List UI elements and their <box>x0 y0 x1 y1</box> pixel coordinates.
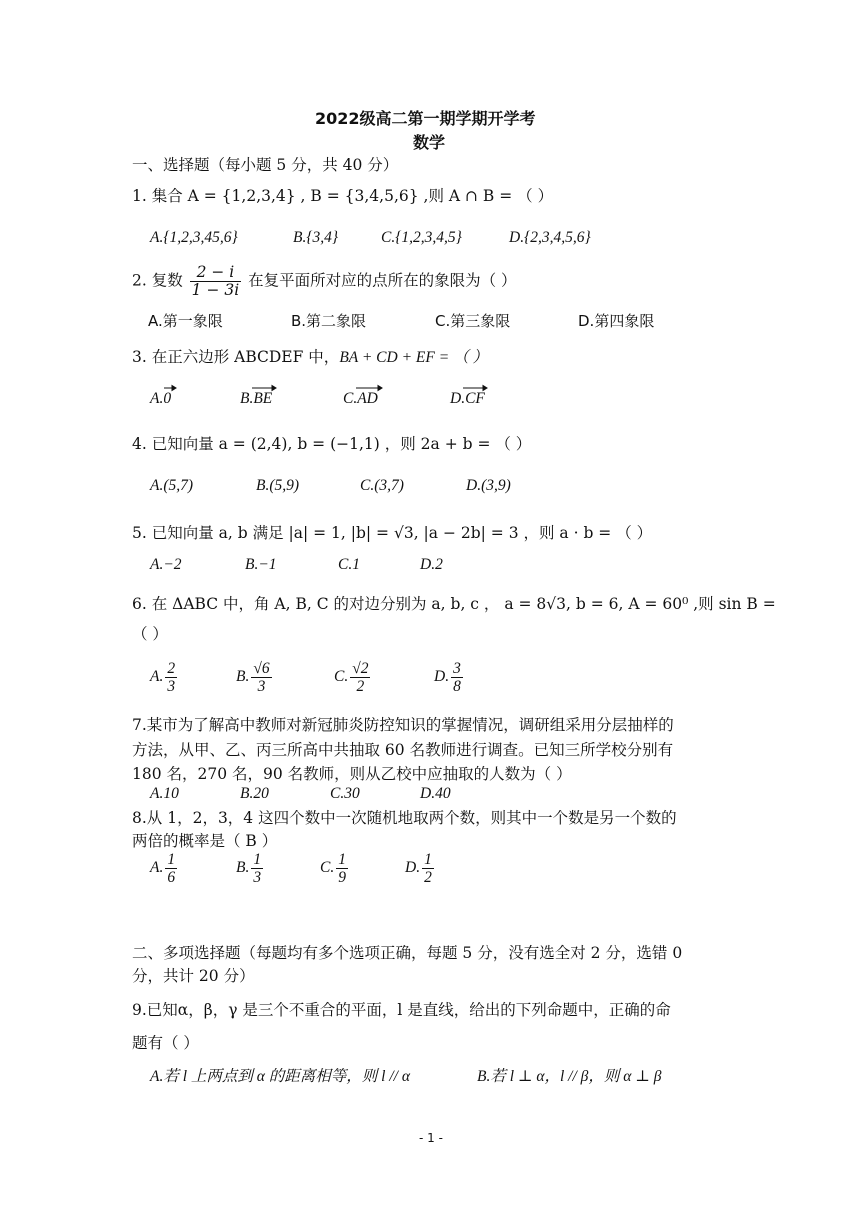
q3-option-d: D.CF <box>450 390 485 407</box>
q4-option-c: C.(3,7) <box>360 477 404 494</box>
q6-option-c <box>334 660 372 695</box>
question-7-line-1: 7.某市为了解高中教师对新冠肺炎防控知识的掌握情况，调研组采用分层抽样的 <box>132 716 674 734</box>
q6-option-b-letter: B. <box>236 668 250 686</box>
q1-option-d: D.{2,3,4,5,6} <box>509 229 591 246</box>
q1-option-b: B.{3,4} <box>293 229 339 246</box>
section-heading-multi-choice-line-2: 分，共计 20 分） <box>132 967 255 985</box>
q2-prefix: 2. 复数 <box>132 271 183 290</box>
question-3 <box>132 345 488 367</box>
question-8-line-2: 两倍的概率是（ B ） <box>132 832 278 850</box>
q1-option-c: C.{1,2,3,4,5} <box>381 229 462 246</box>
q7-option-d: D.40 <box>420 785 451 802</box>
q6-option-d-denominator: 8 <box>453 678 461 696</box>
page-number: - 1 - <box>419 1131 443 1145</box>
q2-suffix: 在复平面所对应的点所在的象限为（ ） <box>248 271 517 290</box>
q6-option-b-numerator: √6 <box>253 660 270 677</box>
question-6: 6. 在 ΔABC 中，角 A, B, C 的对边分别为 a, b, c ， a = 8√3, b = 6, A = 60⁰ ,则 sin B = <box>132 595 776 613</box>
q6-option-b-denominator: 3 <box>257 678 266 696</box>
q8-option-c <box>320 851 350 886</box>
q8-option-b-denominator: 3 <box>253 869 262 887</box>
q3-option-a: A.0 <box>150 390 172 407</box>
exam-title: 2022级高二第一期学期开学考 <box>315 109 536 128</box>
q6-option-a <box>150 660 179 695</box>
question-8-line-1: 8.从 1，2，3，4 这四个数中一次随机地取两个数，则其中一个数是另一个数的 <box>132 809 677 827</box>
q8-option-b-letter: B. <box>236 859 250 877</box>
q8-option-d <box>405 851 436 886</box>
q7-option-a: A.10 <box>150 785 179 802</box>
question-2 <box>132 264 517 299</box>
q9-option-b: B.若 l ⊥ α，l // β，则 α ⊥ β <box>477 1068 662 1085</box>
q6-option-d <box>434 660 465 695</box>
q6-option-a-denominator: 3 <box>167 678 176 696</box>
q5-option-c: C.1 <box>338 556 360 573</box>
q2-fraction-numerator: 2 − i <box>190 264 242 282</box>
question-7-line-2: 方法，从甲、乙、丙三所高中共抽取 60 名教师进行调查。已知三所学校分别有 <box>132 741 674 759</box>
q5-option-b: B.−1 <box>245 556 277 573</box>
question-7-line-3: 180 名，270 名，90 名教师，则从乙校中应抽取的人数为（ ） <box>132 765 572 783</box>
q2-option-b: B.第二象限 <box>291 312 367 330</box>
q2-option-c: C.第三象限 <box>435 312 511 330</box>
subject-title: 数学 <box>413 133 446 152</box>
q1-option-a: A.{1,2,3,45,6} <box>150 229 238 246</box>
question-5: 5. 已知向量 a, b 满足 |a| = 1, |b| = √3, |a − 2b| = 3 ，则 a · b = （ ） <box>132 524 653 542</box>
q6-option-d-numerator: 3 <box>453 660 461 677</box>
question-9-line-2: 题有（ ） <box>132 1034 199 1052</box>
question-4: 4. 已知向量 a = (2,4), b = (−1,1) ，则 2a + b = （ ） <box>132 435 532 453</box>
q2-fraction <box>190 264 242 299</box>
q4-option-b: B.(5,9) <box>256 477 300 494</box>
q8-option-b-numerator: 1 <box>253 851 262 868</box>
q2-option-d: D.第四象限 <box>578 312 655 330</box>
q5-option-a: A.−2 <box>150 556 182 573</box>
section-heading-single-choice: 一、选择题（每小题 5 分，共 40 分） <box>132 156 399 174</box>
q8-option-c-numerator: 1 <box>338 851 346 868</box>
q6-option-c-letter: C. <box>334 668 349 686</box>
q6-option-a-letter: A. <box>150 668 164 686</box>
q4-option-d: D.(3,9) <box>466 477 511 494</box>
q8-option-a-letter: A. <box>150 859 164 877</box>
q8-option-c-denominator: 9 <box>338 869 346 887</box>
q8-option-a-denominator: 6 <box>167 869 176 887</box>
question-9-line-1: 9.已知α，β，γ 是三个不重合的平面，l 是直线，给出的下列命题中，正确的命 <box>132 1001 671 1019</box>
q4-option-a: A.(5,7) <box>150 477 194 494</box>
q8-option-d-denominator: 2 <box>424 869 432 887</box>
q8-option-d-letter: D. <box>405 859 421 877</box>
q8-option-c-letter: C. <box>320 859 335 877</box>
q8-option-a <box>150 851 179 886</box>
q3-option-c: C.AD <box>343 390 378 407</box>
q6-option-d-letter: D. <box>434 668 450 686</box>
q6-option-b <box>236 660 274 695</box>
q9-option-a: A.若 l 上两点到 α 的距离相等，则 l // α <box>150 1068 410 1085</box>
q6-option-a-numerator: 2 <box>167 660 176 677</box>
q3-vector-arrows <box>150 382 490 394</box>
question-1: 1. 集合 A = {1,2,3,4} , B = {3,4,5,6} ,则 A ∩ B = （ ） <box>132 187 554 205</box>
q6-option-c-numerator: √2 <box>352 660 369 677</box>
q3-option-b: B.BE <box>240 390 273 407</box>
q5-option-d: D.2 <box>420 556 443 573</box>
q2-option-a: A.第一象限 <box>148 312 223 330</box>
q6-option-c-denominator: 2 <box>356 678 365 696</box>
q2-fraction-denominator: 1 − 3i <box>191 281 240 300</box>
q3-text: 3. 在正六边形 ABCDEF 中， <box>132 348 340 366</box>
q7-option-c: C.30 <box>330 785 360 802</box>
section-heading-multi-choice-line-1: 二、多项选择题（每题均有多个选项正确，每题 5 分，没有选全对 2 分，选错 0 <box>132 944 683 962</box>
q3-expression: BA + CD + EF = （ ） <box>339 349 488 366</box>
q8-option-b <box>236 851 265 886</box>
q8-option-a-numerator: 1 <box>167 851 176 868</box>
q7-option-b: B.20 <box>240 785 269 802</box>
question-6-continued: （ ） <box>132 625 168 643</box>
q8-option-d-numerator: 1 <box>424 851 432 868</box>
